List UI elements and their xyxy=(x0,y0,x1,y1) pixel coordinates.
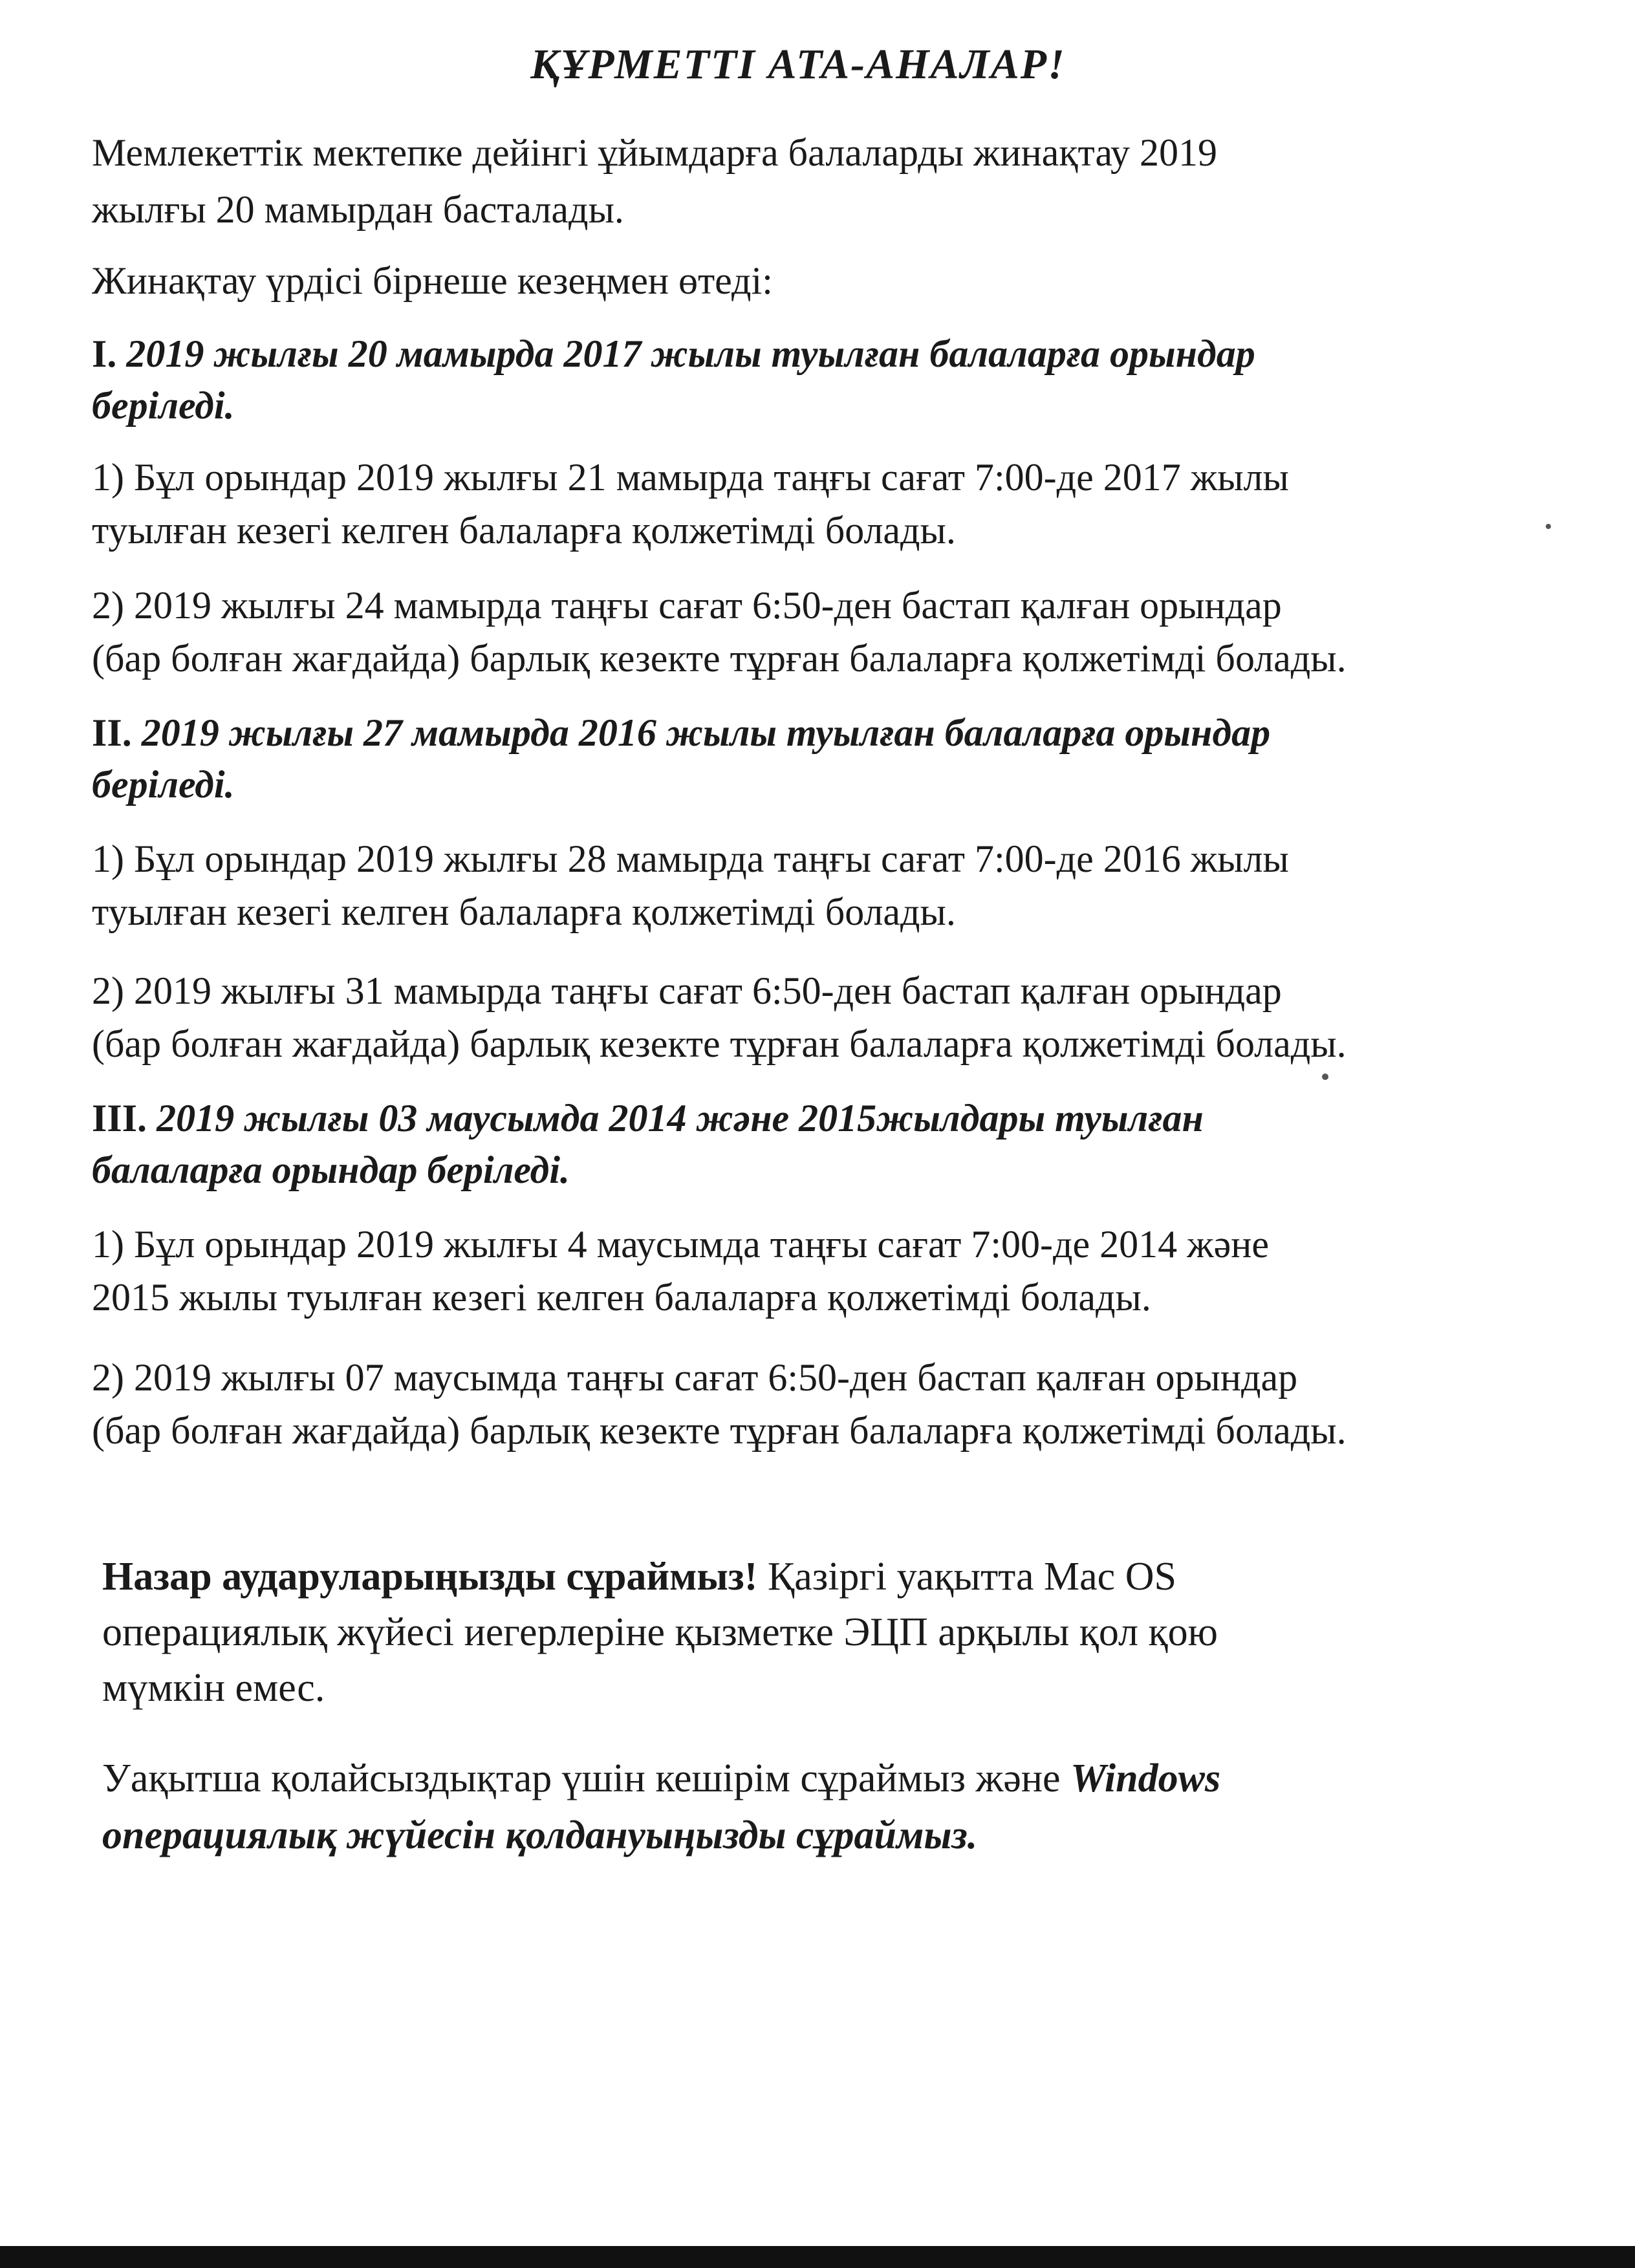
stage2-item-1 xyxy=(92,828,1515,943)
scan-speck xyxy=(1546,524,1551,529)
stage3-heading-line-1: 2019 жылғы 03 маусымда 2014 және 2015жылдары туылған xyxy=(147,1097,1204,1139)
stage3-item-1 xyxy=(92,1213,1515,1328)
apology-windows: Windows xyxy=(1070,1756,1221,1800)
stage2-item2-line-2: (бар болған жағдайда) барлық кезекте тұрған балаларға қолжетімді болады. xyxy=(92,1022,1347,1065)
notice-line-2: операциялық жүйесі иегерлеріне қызметке ЭЦП арқылы қол қою xyxy=(102,1610,1218,1654)
notice-line-3: мүмкін емес. xyxy=(102,1666,325,1710)
apology-line-1-plain: Уақытша қолайсыздықтар үшін кешірім сұраймыз және xyxy=(102,1756,1071,1800)
stage3-item2-line-2: (бар болған жағдайда) барлық кезекте тұрған балаларға қолжетімді болады. xyxy=(92,1409,1347,1452)
stage2-heading xyxy=(92,702,1515,815)
notice-paragraph xyxy=(102,1546,1506,1719)
stage2-number: II. xyxy=(92,711,132,754)
page-title xyxy=(0,40,1635,89)
stage3-number: III. xyxy=(92,1097,147,1139)
stage2-heading-line-2: беріледі. xyxy=(92,763,235,806)
stages-intro-text: Жинақтау үрдісі бірнеше кезеңмен өтеді: xyxy=(92,259,773,302)
stage3-heading xyxy=(92,1088,1515,1200)
stage1-item2-line-2: (бар болған жағдайда) барлық кезекте тұрған балаларға қолжетімді болады. xyxy=(92,637,1347,680)
stage3-item2-line-1: 2) 2019 жылғы 07 маусымда таңғы сағат 6:50-ден бастап қалған орындар xyxy=(92,1356,1298,1399)
stage1-heading-line-1: 2019 жылғы 20 мамырда 2017 жылы туылған балаларға орындар xyxy=(116,332,1255,375)
scan-bottom-edge xyxy=(0,2246,1635,2268)
stage1-item-2 xyxy=(92,574,1515,689)
stage3-item-2 xyxy=(92,1346,1515,1462)
intro-line-1: Мемлекеттік мектепке дейінгі ұйымдарға балаларды жинақтау 2019 xyxy=(92,131,1217,174)
page-title-text: ҚҰРМЕТТІ АТА-АНАЛАР! xyxy=(530,41,1066,88)
stages-intro xyxy=(92,250,1515,312)
stage1-number: I. xyxy=(92,332,117,375)
stage3-item1-line-2: 2015 жылы туылған кезегі келген балаларға қолжетімді болады. xyxy=(92,1276,1151,1319)
stage1-heading xyxy=(92,323,1515,436)
intro-line-2: жылғы 20 мамырдан басталады. xyxy=(92,188,624,231)
stage1-heading-line-2: беріледі. xyxy=(92,384,235,427)
apology-paragraph xyxy=(102,1747,1506,1866)
stage3-item1-line-1: 1) Бұл орындар 2019 жылғы 4 маусымда таңғы сағат 7:00-де 2014 және xyxy=(92,1223,1269,1266)
apology-line-2: операциялық жүйесін қолдануыңызды сұраймыз. xyxy=(102,1813,978,1857)
stage2-item2-line-1: 2) 2019 жылғы 31 мамырда таңғы сағат 6:50-ден бастап қалған орындар xyxy=(92,969,1282,1012)
stage2-heading-line-1: 2019 жылғы 27 мамырда 2016 жылы туылған балаларға орындар xyxy=(131,711,1271,754)
stage2-item1-line-1: 1) Бұл орындар 2019 жылғы 28 мамырда таңғы сағат 7:00-де 2016 жылы xyxy=(92,837,1289,880)
stage2-item1-line-2: туылған кезегі келген балаларға қолжетімді болады. xyxy=(92,891,956,933)
scan-speck xyxy=(1322,1074,1328,1080)
stage3-heading-line-2: балаларға орындар беріледі. xyxy=(92,1149,570,1191)
stage1-item2-line-1: 2) 2019 жылғы 24 мамырда таңғы сағат 6:50-ден бастап қалған орындар xyxy=(92,584,1282,627)
stage2-item-2 xyxy=(92,960,1515,1075)
stage1-item1-line-2: туылған кезегі келген балаларға қолжетімді болады. xyxy=(92,509,956,552)
notice-attention: Назар аударуларыңызды сұраймыз! xyxy=(102,1555,758,1599)
stage1-item-1 xyxy=(92,446,1515,561)
stage1-item1-line-1: 1) Бұл орындар 2019 жылғы 21 мамырда таңғы сағат 7:00-де 2017 жылы xyxy=(92,456,1289,499)
intro-paragraph xyxy=(92,122,1515,241)
notice-line-1-rest: Қазіргі уақытта Mac OS xyxy=(757,1555,1176,1599)
